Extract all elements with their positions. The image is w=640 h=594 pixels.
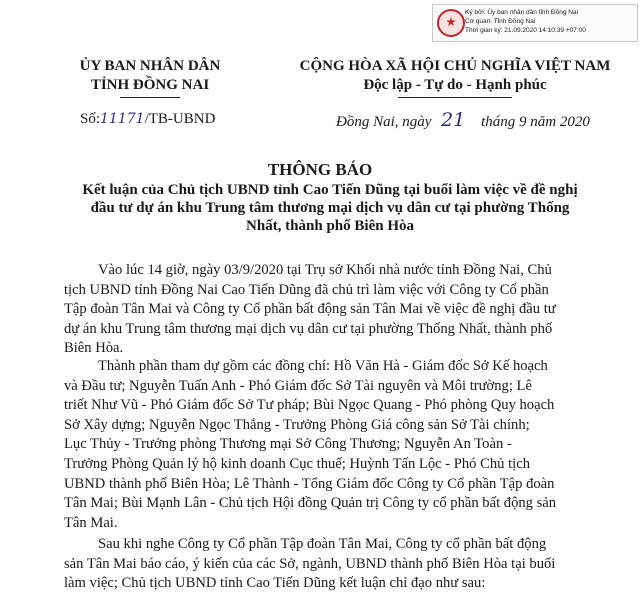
signature-agency: Cơ quan: Tỉnh Đồng Nai xyxy=(465,18,536,25)
date-day: 21 xyxy=(441,109,466,131)
paragraph-conclusion-intro xyxy=(64,535,592,594)
authority-line-2: TỈNH ĐỒNG NAI xyxy=(90,77,210,93)
subject-line-2: đầu tư dự án khu Trung tâm thương mại dịch vụ dân cư tại phường Thống xyxy=(90,200,570,216)
paragraph-line: và Đầu tư; Nguyễn Tuấn Anh - Phó Giám đốc Sở Tài nguyên và Môi trường; Lê xyxy=(64,377,532,394)
paragraph-attendees xyxy=(64,357,592,533)
number-prefix: Số: xyxy=(80,111,101,127)
national-header xyxy=(282,58,628,94)
number-suffix: /TB-UBND xyxy=(144,111,216,127)
document-number xyxy=(80,111,215,128)
paragraph-line: UBND thành phố Biên Hòa; Lê Thành - Tổng Giám đốc Công ty Cổ phần Tập đoàn xyxy=(64,475,555,492)
authority-underline xyxy=(120,97,180,98)
national-name: CỘNG HÒA XÃ HỘI CHỦ NGHĨA VIỆT NAM xyxy=(299,58,611,74)
signature-signer: Ký bởi: Ủy ban nhân dân tỉnh Đồng Nai xyxy=(465,9,579,16)
paragraph-line: Trưởng Phòng Quản lý hộ kinh doanh Cục thuế; Huỳnh Tấn Lộc - Phó Chủ tịch xyxy=(64,455,530,472)
subject-line-3: Nhất, thành phố Biên Hòa xyxy=(246,218,414,234)
paragraph-line: Sau khi nghe Công ty Cổ phần Tập đoàn Tân Mai, Công ty cổ phần bất động xyxy=(98,536,547,552)
authority-line-1: ỦY BAN NHÂN DÂN xyxy=(79,58,221,74)
paragraph-line: Thành phần tham dự gồm các đồng chí: Hồ Văn Hà - Giám đốc Sở Kế hoạch xyxy=(98,358,548,374)
issuing-authority xyxy=(40,58,260,94)
number-handwritten: 11171 xyxy=(100,111,145,127)
paragraph-line: triết Như Vũ - Phó Giám đốc Sở Tư pháp; Bùi Ngọc Quang - Phó phòng Quy hoạch xyxy=(64,397,555,414)
document-subject xyxy=(60,181,600,235)
paragraph-meeting-intro xyxy=(64,261,592,359)
national-motto: Độc lập - Tự do - Hạnh phúc xyxy=(363,77,547,93)
seal-icon xyxy=(437,9,465,37)
paragraph-line: sản Tân Mai báo cáo, ý kiến của các Sở, ngành, UBND thành phố Biên Hòa tại buổi xyxy=(64,555,556,572)
paragraph-line: dự án khu Trung tâm thương mại dịch vụ dân cư tại phường Thống Nhất, thành phố xyxy=(64,320,553,337)
document-date xyxy=(336,109,590,131)
signature-info xyxy=(465,8,586,35)
motto-underline xyxy=(398,97,512,98)
digital-signature-box xyxy=(432,4,638,42)
subject-line-1: Kết luận của Chủ tịch UBND tỉnh Cao Tiến Dũng tại buổi làm việc về đề nghị xyxy=(82,182,578,198)
paragraph-line: Biên Hòa. xyxy=(64,340,124,357)
paragraph-line: Vào lúc 14 giờ, ngày 03/9/2020 tại Trụ sở Khối nhà nước tỉnh Đồng Nai, Chủ xyxy=(98,262,552,278)
paragraph-line: tịch UBND tỉnh Đồng Nai Cao Tiến Dũng đã chủ trì làm việc với Công ty Cổ phần xyxy=(64,281,549,298)
document-title: THÔNG BÁO xyxy=(267,160,373,179)
paragraph-line: làm việc; Chủ tịch UBND tỉnh Cao Tiến Dũng kết luận chỉ đạo như sau: xyxy=(64,575,486,592)
paragraph-line: Tập đoàn Tân Mai và Công ty Cổ phần bất động sản Tân Mai về việc đề nghị đầu tư xyxy=(64,301,556,318)
paragraph-line: Sở Xây dựng; Nguyễn Ngọc Thắng - Trưởng Phòng Giá công sản Sở Tài chính; xyxy=(64,416,530,433)
paragraph-line: Lục Thủy - Trưởng phòng Thương mại Sở Công Thương; Nguyễn An Toàn - xyxy=(64,436,512,453)
date-prefix: Đồng Nai, ngày xyxy=(336,114,432,130)
paragraph-line: Tân Mai; Bùi Mạnh Lân - Chủ tịch Hội đồng Quản trị Công ty cổ phần bất động sản xyxy=(64,495,557,512)
signature-time: Thời gian ký: 21.09.2020 14:10:39 +07:00 xyxy=(465,27,586,34)
date-suffix: tháng 9 năm 2020 xyxy=(481,114,590,130)
paragraph-line: Tân Mai. xyxy=(64,514,118,531)
